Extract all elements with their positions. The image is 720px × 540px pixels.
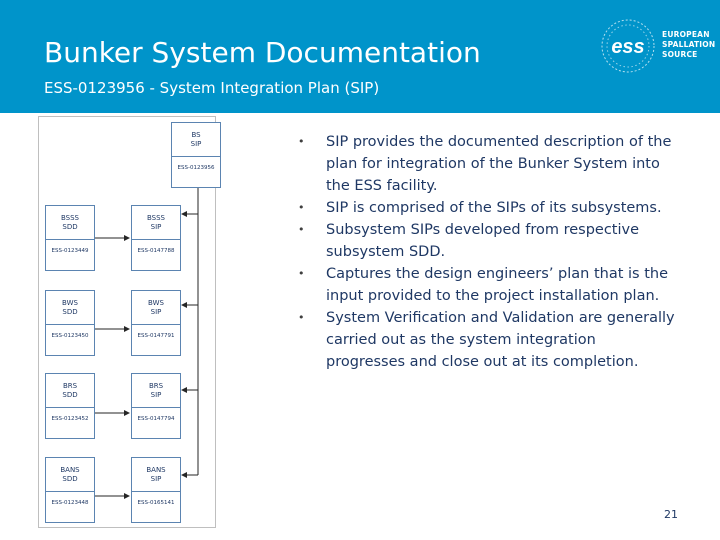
bullet-icon: • xyxy=(298,311,305,324)
bullet-item: • System Verification and Validation are generally carried out as the system integration progresses and close out at its completion. xyxy=(298,307,698,373)
bans-sdd-box: BANS SDD ESS-0123448 xyxy=(45,457,95,523)
bullet-item: • Subsystem SIPs developed from respective subsystem SDD. xyxy=(298,219,698,263)
bullet-icon: • xyxy=(298,201,305,214)
page-title: Bunker System Documentation xyxy=(44,36,481,69)
logo-wordmark xyxy=(662,30,715,60)
bullet-icon: • xyxy=(298,267,305,280)
bullet-list xyxy=(298,131,698,373)
bullet-item: • Captures the design engineers’ plan that is the input provided to the project installation plan. xyxy=(298,263,698,307)
brs-sdd-box: BRS SDD ESS-0123452 xyxy=(45,373,95,439)
logo-line-2: SPALLATION xyxy=(662,40,716,49)
page-subtitle: ESS-0123956 - System Integration Plan (SIP) xyxy=(44,79,380,97)
bws-sdd-box: BWS SDD ESS-0123450 xyxy=(45,290,95,356)
logo-line-1: EUROPEAN xyxy=(662,30,710,39)
bullet-item: • SIP provides the documented description of the plan for integration of the Bunker System into the ESS facility. xyxy=(298,131,698,197)
logo-line-3: SOURCE xyxy=(662,50,698,59)
bullet-icon: • xyxy=(298,135,305,148)
brs-sip-box: BRS SIP ESS-0147794 xyxy=(131,373,181,439)
header-bar xyxy=(0,0,720,113)
bsss-sdd-box: BSSS SDD ESS-0123449 xyxy=(45,205,95,271)
sip-hierarchy-diagram xyxy=(38,116,216,528)
bs-sip-box: BS SIP ESS-0123956 xyxy=(171,122,221,188)
bsss-sip-box: BSSS SIP ESS-0147788 xyxy=(131,205,181,271)
bullet-item: • SIP is comprised of the SIPs of its subsystems. xyxy=(298,197,698,219)
bs-sip-code: ESS-0123956 xyxy=(177,165,215,171)
bws-sip-box: BWS SIP ESS-0147791 xyxy=(131,290,181,356)
page-number: 21 xyxy=(664,508,678,521)
bullet-icon: • xyxy=(298,223,305,236)
logo-mark: ess xyxy=(611,36,645,58)
bans-sip-box: BANS SIP ESS-0165141 xyxy=(131,457,181,523)
